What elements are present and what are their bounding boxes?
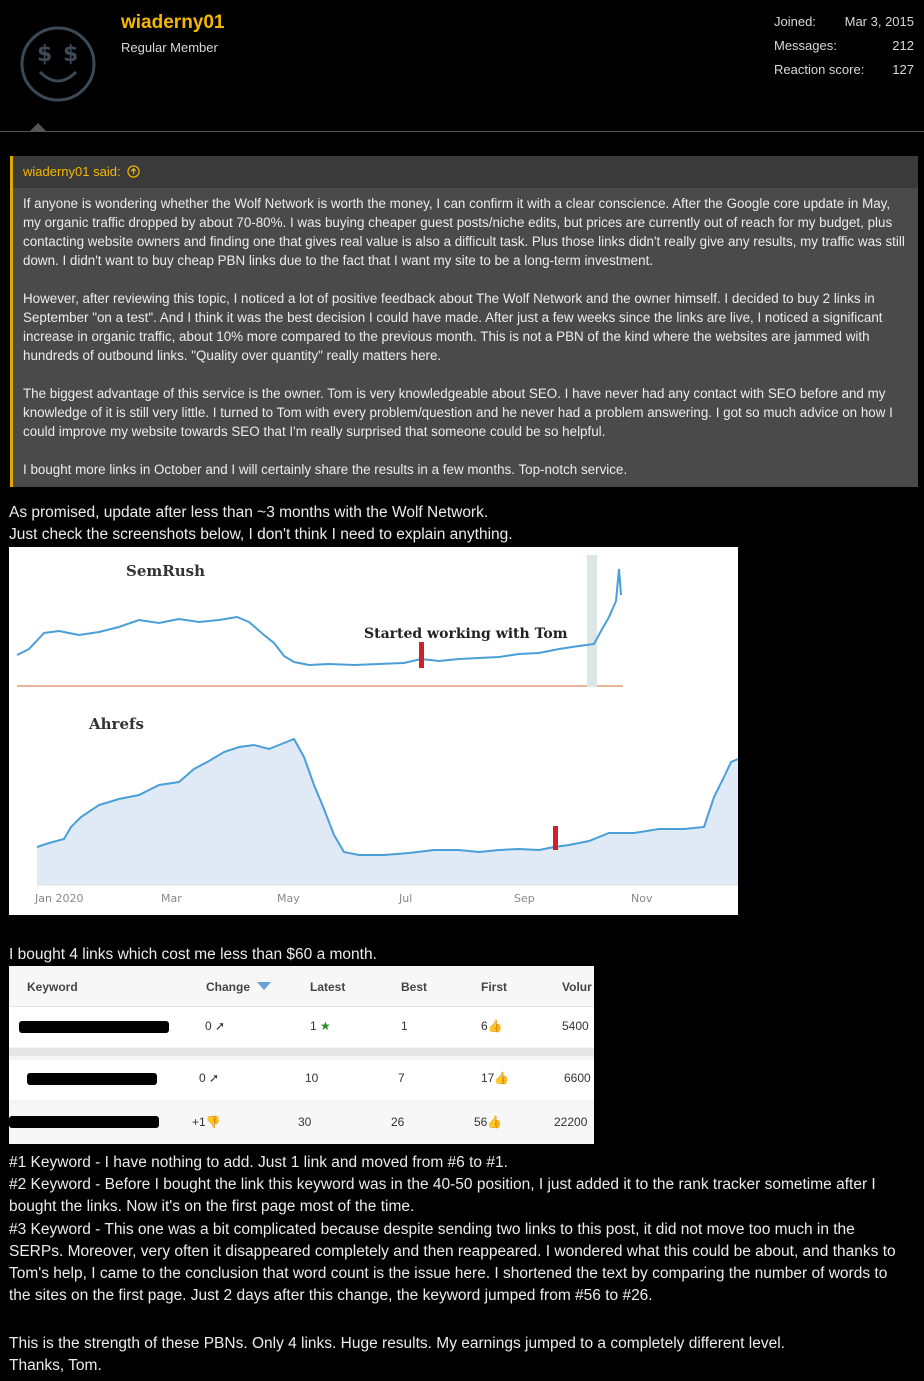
redacted-keyword bbox=[27, 1073, 157, 1085]
best-cell: 1 bbox=[401, 1019, 408, 1033]
semrush-start-marker bbox=[419, 642, 424, 668]
stat-messages: Messages: 212 bbox=[774, 38, 914, 53]
traffic-screenshot bbox=[9, 547, 738, 915]
pin-icon: ➚ bbox=[209, 1071, 220, 1085]
col-latest[interactable]: Latest bbox=[310, 980, 346, 994]
volume-cell: 6600 bbox=[564, 1071, 591, 1085]
star-icon: ★ bbox=[320, 1019, 331, 1033]
month-label: Nov bbox=[631, 892, 653, 905]
quote-paragraph: The biggest advantage of this service is the owner. Tom is very knowledgeable about SEO. I have never had any contact with SEO before and my knowledge of it is still very little. I turned to Tom with every problem/question and he never had a problem answering. I got so much advice on how I could improve my website towards SEO that I'm really surprised that someone could be so helpful. bbox=[23, 386, 893, 439]
keyword-1-note: #1 Keyword - I have nothing to add. Just 1 link and moved from #6 to #1. bbox=[9, 1154, 508, 1171]
stat-reaction-score: Reaction score: 127 bbox=[774, 62, 914, 77]
month-label: Jan 2020 bbox=[35, 892, 84, 905]
post-intro-line-2: Just check the screenshots below, I don't think I need to explain anything. bbox=[9, 526, 513, 543]
sort-down-icon[interactable] bbox=[256, 981, 272, 991]
quote-attribution[interactable]: wiaderny01 said: bbox=[23, 164, 140, 179]
chart-annotation: Started working with Tom bbox=[364, 626, 568, 642]
redacted-keyword bbox=[9, 1116, 159, 1128]
user-title: Regular Member bbox=[121, 40, 218, 55]
thumbs-down-icon: 👎 bbox=[205, 1115, 221, 1129]
first-cell: 17👍 bbox=[481, 1071, 510, 1085]
redacted-keyword bbox=[19, 1021, 169, 1033]
quote-paragraph: I bought more links in October and I will certainly share the results in a few months. Top-notch service. bbox=[23, 462, 628, 477]
username-link[interactable]: wiaderny01 bbox=[121, 12, 225, 33]
change-cell: 0 ➚ bbox=[199, 1071, 220, 1085]
row-separator bbox=[9, 1048, 594, 1056]
table-row bbox=[9, 1060, 594, 1100]
best-cell: 26 bbox=[391, 1115, 405, 1129]
jump-up-arrow-icon[interactable] bbox=[127, 165, 140, 178]
thumbs-up-icon: 👍 bbox=[494, 1071, 510, 1085]
thumbs-up-icon: 👍 bbox=[487, 1115, 503, 1129]
month-label: May bbox=[277, 892, 300, 905]
col-change[interactable]: Change bbox=[206, 980, 272, 994]
table-row bbox=[9, 1007, 594, 1047]
thumbs-up-icon: 👍 bbox=[487, 1019, 503, 1033]
quote-block bbox=[10, 156, 918, 487]
keyword-3-note: #3 Keyword - This one was a bit complicated because despite sending two links to this post, it did not move too much in the SERPs. Moreover, very often it disappeared completely and then reappeared. I wondered what this could be about, and thanks to Tom's help, I came to the conclusion that word count is the issue here. I shortened the text by comparing the number of words to the sites on the first page. Just 2 days after this change, the keyword jumped from #56 to #26. bbox=[9, 1221, 896, 1304]
quote-paragraph: If anyone is wondering whether the Wolf Network is worth the money, I can confirm it with a clear conscience. After the Google core update in May, my organic traffic dropped by about 70-80%. I was buying cheaper guest posts/niche edits, but prices are currently out of reach for my budget, plus contacting website owners and finding one that gives real value is also a difficult task. Plus those links didn't really give any results, my traffic was still down. I didn't want to buy cheap PBN links due to the fact that I want my site to be a long-term investment. bbox=[23, 196, 905, 268]
best-cell: 7 bbox=[398, 1071, 405, 1085]
latest-cell: 10 bbox=[305, 1071, 319, 1085]
month-label: Jul bbox=[399, 892, 413, 905]
keyword-2-note: #2 Keyword - Before I bought the link this keyword was in the 40-50 position, I just added it to the rank tracker sometime after I bought the links. Now it's on the first page most of the time. bbox=[9, 1176, 876, 1215]
svg-text:$: $ bbox=[37, 42, 53, 67]
change-cell: 0 ➚ bbox=[205, 1019, 226, 1033]
header-divider bbox=[0, 131, 924, 132]
volume-cell: 5400 bbox=[562, 1019, 589, 1033]
change-cell: +1👎 bbox=[192, 1115, 221, 1129]
ahrefs-start-marker bbox=[553, 826, 558, 850]
ahrefs-label: Ahrefs bbox=[89, 715, 144, 733]
post-intro-line-1: As promised, update after less than ~3 months with the Wolf Network. bbox=[9, 504, 489, 521]
quote-body bbox=[23, 194, 911, 498]
rank-tracker-table bbox=[9, 966, 594, 1144]
month-label: Mar bbox=[161, 892, 182, 905]
table-row bbox=[9, 1104, 594, 1144]
traffic-chart bbox=[9, 547, 738, 915]
closing-line-2: Thanks, Tom. bbox=[9, 1357, 102, 1374]
col-first[interactable]: First bbox=[481, 980, 508, 994]
first-cell: 6👍 bbox=[481, 1019, 503, 1033]
stat-joined: Joined: Mar 3, 2015 bbox=[774, 14, 914, 29]
closing-line-1: This is the strength of these PBNs. Only 4 links. Huge results. My earnings jumped to a completely different level. bbox=[9, 1335, 785, 1352]
semrush-line bbox=[17, 569, 621, 665]
semrush-highlight-band bbox=[587, 555, 597, 687]
volume-cell: 22200 bbox=[554, 1115, 588, 1129]
ahrefs-area bbox=[37, 739, 738, 885]
latest-cell: 30 bbox=[298, 1115, 312, 1129]
dollar-smiley-avatar-icon[interactable] bbox=[20, 26, 96, 102]
post-arrow bbox=[30, 123, 46, 131]
user-stats bbox=[774, 14, 914, 86]
pin-icon: ➚ bbox=[215, 1019, 226, 1033]
quote-paragraph: However, after reviewing this topic, I noticed a lot of positive feedback about The Wolf Network and the owner himself. I decided to buy 2 links in September "on a test". And I think it was the best decision I could have made. After just a few weeks since the links are live, I noticed a significant increase in organic traffic, about 10% more compared to the previous month. This is not a PBN of the kind where the websites are jammed with hundreds of outbound links. "Quality over quantity" really matters here. bbox=[23, 291, 883, 363]
month-label: Sep bbox=[514, 892, 535, 905]
col-best[interactable]: Best bbox=[401, 980, 428, 994]
semrush-label: SemRush bbox=[126, 562, 205, 580]
first-cell: 56👍 bbox=[474, 1115, 503, 1129]
post-header bbox=[0, 0, 924, 130]
col-keyword[interactable]: Keyword bbox=[27, 980, 78, 994]
quote-header bbox=[13, 156, 918, 188]
latest-cell: 1 ★ bbox=[310, 1019, 331, 1033]
links-cost-line: I bought 4 links which cost me less than $60 a month. bbox=[9, 946, 377, 963]
ahrefs-month-labels bbox=[34, 892, 653, 905]
svg-text:$: $ bbox=[63, 42, 79, 67]
col-volume[interactable]: Volur bbox=[562, 980, 592, 994]
